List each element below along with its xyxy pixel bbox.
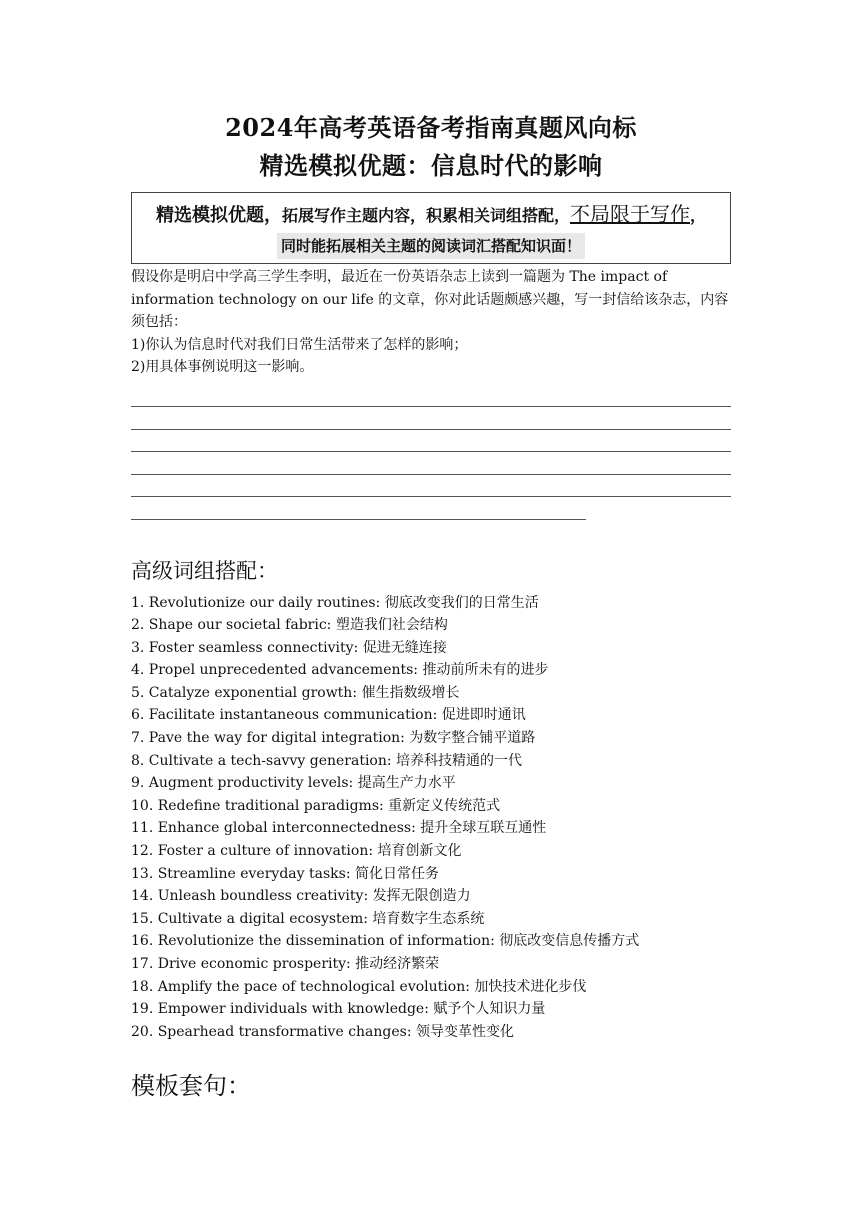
vocab-item: 8. Cultivate a tech-savvy generation: 培养科技精通的一代 <box>131 752 523 769</box>
answer-line <box>131 430 731 453</box>
notice-part-d: ， <box>690 206 707 225</box>
vocab-item: 2. Shape our societal fabric: 塑造我们社会结构 <box>131 617 448 634</box>
answer-line <box>131 475 731 498</box>
vocab-item: 16. Revolutionize the dissemination of information: 彻底改变信息传播方式 <box>131 933 640 950</box>
vocab-item: 14. Unleash boundless creativity: 发挥无限创造力 <box>131 888 471 905</box>
vocab-item: 4. Propel unprecedented advancements: 推动前所未有的进步 <box>131 662 549 679</box>
vocab-item: 5. Catalyze exponential growth: 催生指数级增长 <box>131 684 460 701</box>
document-subtitle: 精选模拟优题：信息时代的影响 <box>259 151 603 180</box>
vocab-item: 13. Streamline everyday tasks: 简化日常任务 <box>131 865 439 882</box>
prompt-point-2: 2)用具体事例说明这一影响。 <box>131 359 314 375</box>
document-page <box>131 110 731 1101</box>
answer-line <box>131 452 731 475</box>
document-title: 2024年高考英语备考指南真题风向标 <box>225 113 637 142</box>
vocab-item: 11. Enhance global interconnectedness: 提升全球互联互通性 <box>131 820 547 837</box>
writing-prompt <box>131 266 731 379</box>
vocab-list <box>131 592 731 1044</box>
vocab-item: 10. Redefine traditional paradigms: 重新定义传统范式 <box>131 797 501 814</box>
prompt-intro: 假设你是明启中学高三学生李明，最近在一份英语杂志上读到一篇题为 The impact of information technology on our life 的文章，你对此话题颇感兴趣，写一封信给该杂志，内容须包括： <box>131 269 729 330</box>
templates-heading: 模板套句： <box>131 1072 251 1101</box>
vocab-item: 19. Empower individuals with knowledge: 赋予个人知识力量 <box>131 1001 546 1018</box>
vocab-heading: 高级词组搭配： <box>131 558 278 583</box>
vocab-item: 1. Revolutionize our daily routines: 彻底改变我们的日常生活 <box>131 594 539 611</box>
prompt-point-1: 1)你认为信息时代对我们日常生活带来了怎样的影响； <box>131 336 468 353</box>
notice-line-1 <box>132 197 730 233</box>
answer-line <box>131 407 731 430</box>
vocab-item: 12. Foster a culture of innovation: 培育创新文化 <box>131 843 462 860</box>
answer-line <box>131 385 731 408</box>
notice-part-c: 不局限于写作 <box>570 202 690 226</box>
notice-part-a: 精选模拟优题， <box>155 205 282 226</box>
vocab-item: 9. Augment productivity levels: 提高生产力水平 <box>131 775 456 792</box>
vocab-item: 3. Foster seamless connectivity: 促进无缝连接 <box>131 639 447 656</box>
notice-part-b: 拓展写作主题内容，积累相关词组搭配， <box>281 206 570 225</box>
vocab-item: 18. Amplify the pace of technological evolution: 加快技术进化步伐 <box>131 978 587 995</box>
vocab-item: 20. Spearhead transformative changes: 领导变革性变化 <box>131 1023 515 1040</box>
vocab-item: 7. Pave the way for digital integration: 为数字整合铺平道路 <box>131 730 536 747</box>
vocab-item: 15. Cultivate a digital ecosystem: 培育数字生态系统 <box>131 910 485 927</box>
vocab-item: 17. Drive economic prosperity: 推动经济繁荣 <box>131 956 440 972</box>
answer-line <box>131 497 586 520</box>
vocab-item: 6. Facilitate instantaneous communication: 促进即时通讯 <box>131 707 526 724</box>
notice-box <box>131 192 731 264</box>
notice-line-2: 同时能拓展相关主题的阅读词汇搭配知识面！ <box>277 233 585 259</box>
answer-lines <box>131 385 731 520</box>
